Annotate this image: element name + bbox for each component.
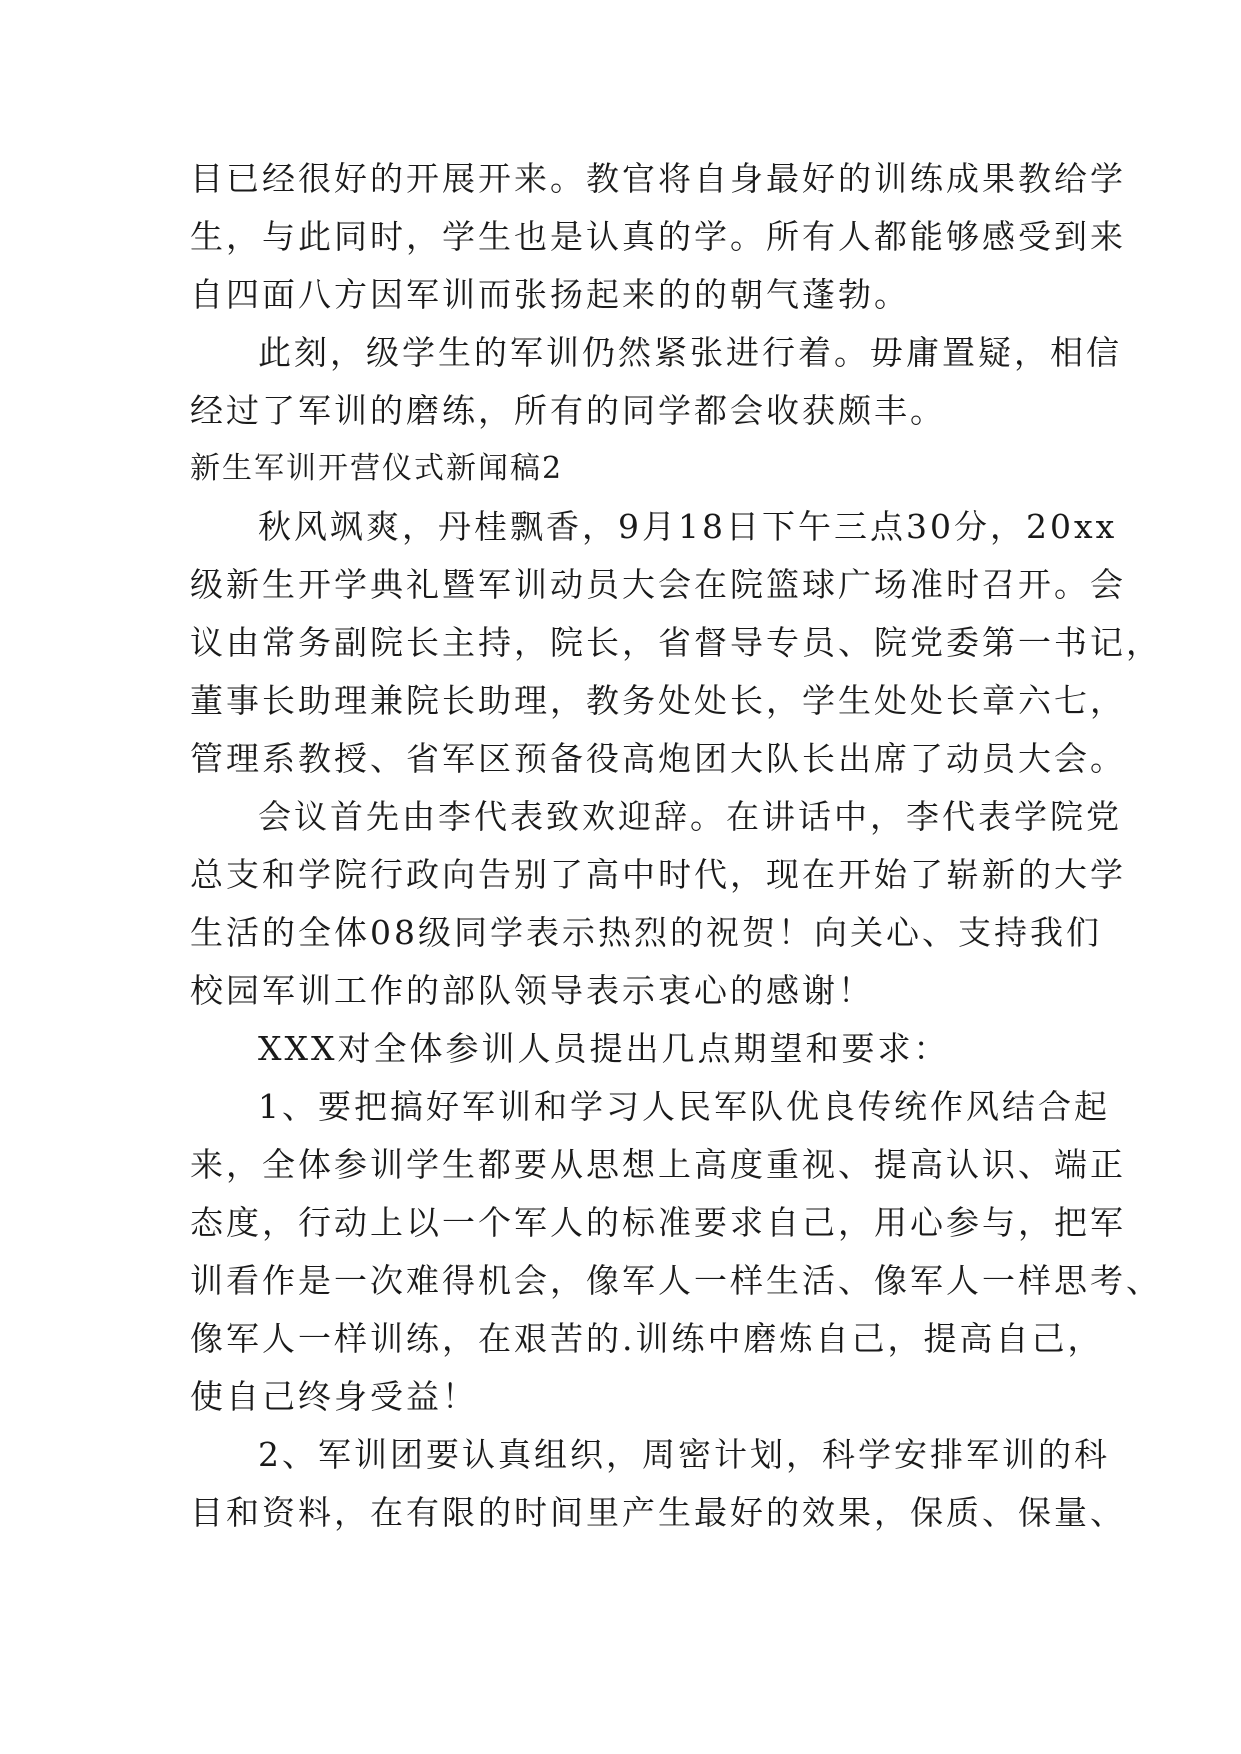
paragraph-line: 总支和学院行政向告别了高中时代，现在开始了崭新的大学 — [190, 855, 1126, 894]
section-heading: 新生军训开营仪式新闻稿2 — [190, 451, 564, 486]
paragraph-line: 目和资料，在有限的时间里产生最好的效果，保质、保量、 — [190, 1493, 1126, 1532]
paragraph-line: 1、要把搞好军训和学习人民军队优良传统作风结合起 — [258, 1087, 1110, 1126]
paragraph-line: 像军人一样训练，在艰苦的.训练中磨炼自己，提高自己， — [190, 1319, 1104, 1358]
paragraph-line: 自四面八方因军训而张扬起来的的朝气蓬勃。 — [190, 275, 910, 314]
paragraph-line: 目已经很好的开展开来。教官将自身最好的训练成果教给学 — [190, 159, 1126, 198]
paragraph-line: 训看作是一次难得机会，像军人一样生活、像军人一样思考、 — [190, 1261, 1162, 1300]
paragraph-line: 生，与此同时，学生也是认真的学。所有人都能够感受到来 — [190, 217, 1126, 256]
paragraph-line: 经过了军训的磨练，所有的同学都会收获颇丰。 — [190, 391, 946, 430]
paragraph-line: 使自己终身受益！ — [190, 1377, 478, 1416]
paragraph-line: 态度，行动上以一个军人的标准要求自己，用心参与，把军 — [190, 1203, 1126, 1242]
paragraph-line: 生活的全体08级同学表示热烈的祝贺！向关心、支持我们 — [190, 913, 1102, 952]
paragraph-line: XXX对全体参训人员提出几点期望和要求： — [258, 1029, 950, 1068]
paragraph-line: 此刻，级学生的军训仍然紧张进行着。毋庸置疑，相信 — [258, 333, 1122, 372]
paragraph-line: 议由常务副院长主持，院长，省督导专员、院党委第一书记， — [190, 623, 1162, 662]
paragraph-line: 管理系教授、省军区预备役高炮团大队长出席了动员大会。 — [190, 739, 1126, 778]
document-body — [190, 150, 1162, 1542]
paragraph-line: 校园军训工作的部队领导表示衷心的感谢！ — [190, 971, 874, 1010]
paragraph-line: 来，全体参训学生都要从思想上高度重视、提高认识、端正 — [190, 1145, 1126, 1184]
paragraph-line: 级新生开学典礼暨军训动员大会在院篮球广场准时召开。会 — [190, 565, 1126, 604]
paragraph-line: 秋风飒爽，丹桂飘香，9月18日下午三点30分，20xx — [258, 507, 1118, 546]
paragraph-line: 2、军训团要认真组织，周密计划，科学安排军训的科 — [258, 1435, 1110, 1474]
paragraph-line: 会议首先由李代表致欢迎辞。在讲话中，李代表学院党 — [258, 797, 1122, 836]
paragraph-line: 董事长助理兼院长助理，教务处处长，学生处处长章六七， — [190, 681, 1126, 720]
